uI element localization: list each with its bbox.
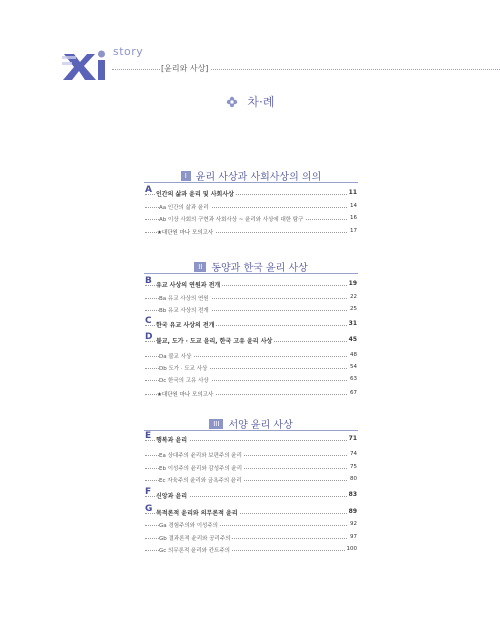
section-number: II	[194, 262, 206, 272]
toc-entry-page: 22	[350, 294, 357, 300]
toc-entry-label: Gc 의무론적 윤리와 칸트주의	[159, 548, 230, 554]
toc-entry[interactable]	[145, 519, 357, 529]
toc-entry-page: 14	[350, 203, 357, 209]
xi-logo	[62, 48, 110, 82]
toc-entry-page: 97	[350, 534, 357, 540]
toc-entry[interactable]	[145, 434, 357, 444]
toc-heading	[0, 93, 500, 110]
subject-label: [윤리와 사상]	[161, 64, 209, 73]
toc-entry-label: Dc 한국의 고유 사상	[159, 378, 209, 384]
toc-entry[interactable]	[145, 374, 357, 384]
toc-entry-page: 17	[350, 228, 357, 234]
toc-entry[interactable]	[145, 226, 357, 236]
section-underline	[144, 430, 358, 431]
toc-entry-page: 63	[350, 376, 357, 382]
section-underline	[144, 182, 358, 183]
toc-entry-page: 19	[348, 280, 357, 287]
toc-entry-page: 92	[350, 521, 357, 527]
toc-entry-page: 48	[350, 352, 357, 358]
toc-entry[interactable]	[145, 544, 357, 554]
toc-entry-page: 16	[350, 215, 357, 221]
toc-title: 차·례	[247, 95, 275, 109]
toc-entry-page: 11	[348, 189, 357, 196]
header-divider-left	[112, 69, 160, 70]
toc-entry-label: Ab 이상 사회의 구현과 사회사상 ~ 윤리와 사상에 대한 탐구	[159, 217, 304, 223]
flower-icon	[226, 96, 238, 108]
toc-entry-label: 목적론적 윤리와 의무론적 윤리	[156, 510, 238, 517]
toc-entry-page: 83	[348, 491, 357, 498]
toc-entry[interactable]	[145, 335, 357, 345]
toc-entry-label: 불교, 도가 · 도교 윤리, 한국 고유 윤리 사상	[156, 338, 273, 345]
toc-entry-page: 75	[350, 464, 357, 470]
toc-entry[interactable]	[145, 474, 357, 484]
chapter-letter: A	[145, 185, 152, 195]
toc-entry[interactable]	[145, 507, 357, 517]
section-title-text: 서양 윤리 사상	[228, 420, 293, 431]
toc-entry[interactable]	[145, 350, 357, 360]
toc-entry[interactable]	[145, 188, 357, 198]
brand-text: story	[113, 45, 144, 58]
toc-entry-label: Eb 이성주의 윤리와 감성주의 윤리	[159, 466, 243, 472]
toc-entry-page: 67	[350, 390, 357, 396]
section-title-text: 동양과 한국 윤리 사상	[211, 263, 308, 274]
section-number: III	[209, 419, 223, 429]
toc-entry[interactable]	[145, 362, 357, 372]
toc-entry-label: Gb 결과론적 윤리와 공리주의	[159, 536, 231, 542]
toc-entry[interactable]	[145, 292, 357, 302]
chapter-letter: C	[145, 316, 152, 326]
toc-entry-label: ★대단원 마나 모의고사	[157, 392, 214, 398]
section-number: I	[181, 171, 191, 181]
header-divider-right	[211, 69, 500, 70]
toc-entry-label: Db 도가 · 도교 사상	[159, 366, 208, 372]
toc-entry[interactable]	[145, 532, 357, 542]
toc-entry[interactable]	[145, 213, 357, 223]
toc-entry[interactable]	[145, 462, 357, 472]
toc-entry-page: 45	[348, 336, 357, 343]
toc-entry-page: 71	[348, 435, 357, 442]
section-title-3	[144, 413, 358, 431]
toc-entry[interactable]	[145, 490, 357, 500]
toc-entry[interactable]	[145, 304, 357, 314]
toc-entry-label: Ba 유교 사상의 연원	[159, 296, 209, 302]
toc-entry-label: Ea 상대주의 윤리와 보편주의 윤리	[159, 453, 242, 459]
section-title-1	[144, 165, 358, 183]
toc-entry-page: 100	[346, 546, 357, 552]
toc-entry[interactable]	[145, 201, 357, 211]
section-underline	[144, 273, 358, 274]
toc-entry-page: 74	[350, 451, 357, 457]
toc-entry-label: Da 불교 사상	[159, 354, 192, 360]
toc-entry-label: 인간의 삶과 윤리 및 사회사상	[156, 191, 234, 198]
page-header	[62, 45, 500, 88]
chapter-letter: D	[145, 332, 153, 342]
toc-entry-label: 행복과 윤리	[156, 437, 188, 444]
toc-entry-label: Bb 유교 사상의 전개	[159, 308, 209, 314]
toc-entry-page: 31	[348, 320, 357, 327]
toc-entry[interactable]	[145, 279, 357, 289]
toc-entry-page: 54	[350, 364, 357, 370]
toc-entry[interactable]	[145, 449, 357, 459]
toc-entry-label: ★대단원 마나 모의고사	[157, 230, 214, 236]
chapter-letter: F	[145, 487, 152, 497]
toc-entry-label: 한국 유교 사상의 전개	[156, 322, 215, 329]
toc-entry-page: 25	[350, 306, 357, 312]
toc-entry-page: 80	[350, 476, 357, 482]
section-title-2	[144, 256, 358, 274]
toc-entry-page: 89	[348, 508, 357, 515]
toc-entry-label: Ga 경험주의와 이성주의	[159, 523, 218, 529]
toc-entry-label: 유교 사상의 연원과 전개	[156, 282, 221, 289]
toc-entry-label: Ec 자육주의 윤리와 금욕주의 윤리	[159, 478, 242, 484]
chapter-letter: B	[145, 276, 152, 286]
toc-entry-label: Aa 인간의 삶과 윤리	[159, 205, 209, 211]
chapter-letter: G	[145, 504, 153, 514]
chapter-letter: E	[145, 431, 152, 441]
toc-entry[interactable]	[145, 388, 357, 398]
section-title-text: 윤리 사상과 사회사상의 의의	[195, 172, 322, 183]
toc-entry-label: 신앙과 윤리	[156, 493, 188, 500]
toc-entry[interactable]	[145, 319, 357, 329]
